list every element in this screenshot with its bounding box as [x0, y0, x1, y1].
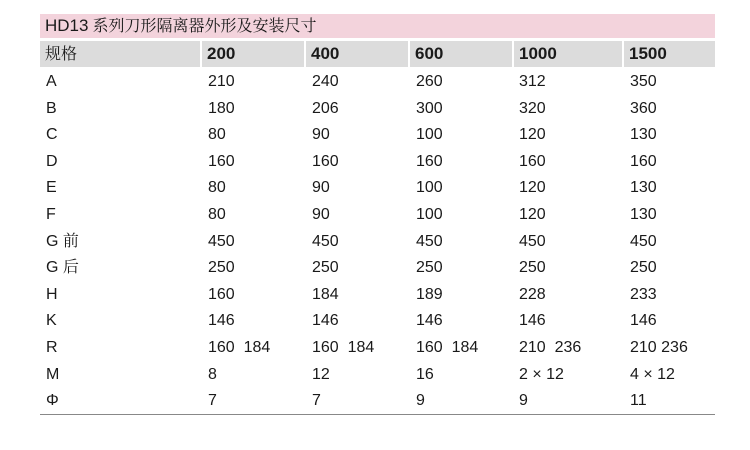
table-cell: 100 — [416, 205, 443, 223]
table-title — [45, 14, 316, 38]
table-cell: 11 — [630, 392, 647, 410]
table-cell: 160 — [208, 285, 235, 303]
row-label: A — [46, 73, 57, 90]
table-cell: 146 — [630, 312, 657, 330]
table-cell: 100 — [416, 126, 443, 144]
table-cell: 146 — [208, 312, 235, 330]
table-cell: 360 — [630, 99, 657, 117]
table-row — [40, 122, 715, 149]
row-label: F — [46, 205, 56, 223]
row-label: D — [46, 152, 58, 170]
table-row — [40, 362, 715, 389]
table-cell: 160 — [208, 152, 235, 170]
row-label: E — [46, 179, 57, 197]
table-cell: 120 — [519, 179, 546, 197]
table-cell: 9 — [416, 392, 425, 410]
table-cell: 300 — [416, 99, 443, 117]
table-cell: 210 236 — [519, 338, 582, 356]
table-row — [40, 202, 715, 229]
table-cell: 120 — [519, 205, 546, 223]
table-cell: 90 — [312, 126, 330, 144]
table-cell: 320 — [519, 99, 546, 117]
table-cell: 210 236 — [630, 338, 688, 356]
table-cell: 184 — [312, 285, 339, 303]
table-cell: 450 — [519, 232, 546, 250]
table-cell: 180 — [208, 99, 235, 117]
table-cell: 4 × 12 — [630, 365, 675, 383]
table-cell: 160 — [519, 152, 546, 170]
row-label: C — [46, 126, 58, 144]
table-cell: 7 — [208, 392, 217, 410]
table-cell: 206 — [312, 99, 339, 117]
table-cell: 189 — [416, 285, 443, 303]
table-row — [40, 388, 715, 415]
table-bottom-rule — [40, 414, 715, 415]
table-cell: 100 — [416, 179, 443, 197]
table-cell: 250 — [416, 259, 443, 277]
header-label: 规格 — [40, 41, 200, 67]
header-col-1500: 1500 — [624, 41, 715, 67]
row-label: H — [46, 285, 58, 303]
table-cell: 210 — [208, 73, 235, 90]
header-col-200: 200 — [202, 41, 304, 67]
row-label: G 后 — [46, 259, 79, 277]
table-cell: 250 — [312, 259, 339, 277]
table-cell: 130 — [630, 126, 657, 144]
table-cell: 450 — [630, 232, 657, 250]
table-cell: 90 — [312, 205, 330, 223]
table-cell: 80 — [208, 205, 226, 223]
table-cell: 260 — [416, 73, 443, 90]
table-cell: 130 — [630, 205, 657, 223]
header-col-1000: 1000 — [514, 41, 622, 67]
header-col-600: 600 — [410, 41, 512, 67]
title-model: HD13 — [45, 16, 89, 35]
table-cell: 250 — [630, 259, 657, 277]
table-cell: 2 × 12 — [519, 365, 564, 383]
table-cell: 450 — [312, 232, 339, 250]
header-col-400: 400 — [306, 41, 408, 67]
table-row — [40, 229, 715, 256]
row-label: M — [46, 365, 60, 383]
table-cell: 350 — [630, 73, 657, 90]
table-cell: 160 — [416, 152, 443, 170]
table-cell: 146 — [312, 312, 339, 330]
table-cell: 160 184 — [312, 338, 375, 356]
table-cell: 228 — [519, 285, 546, 303]
table-cell: 146 — [519, 312, 546, 330]
title-text: 系列刀形隔离器外形及安装尺寸 — [92, 16, 317, 35]
row-label: R — [46, 338, 58, 356]
table-row — [40, 149, 715, 176]
table-cell: 9 — [519, 392, 528, 410]
row-label: B — [46, 99, 57, 117]
row-label: G 前 — [46, 232, 79, 250]
table-cell: 160 — [630, 152, 657, 170]
table-header — [40, 41, 715, 67]
table-cell: 130 — [630, 179, 657, 197]
table-cell: 7 — [312, 392, 321, 410]
table-row — [40, 96, 715, 123]
table-cell: 240 — [312, 73, 339, 90]
table-cell: 12 — [312, 365, 330, 383]
table-cell: 250 — [519, 259, 546, 277]
table-cell: 16 — [416, 365, 434, 383]
row-label: K — [46, 312, 57, 330]
table-row — [40, 335, 715, 362]
table-cell: 450 — [208, 232, 235, 250]
table-cell: 80 — [208, 126, 226, 144]
table-cell: 160 — [312, 152, 339, 170]
table-cell: 160 184 — [208, 338, 271, 356]
table-cell: 80 — [208, 179, 226, 197]
table-cell: 233 — [630, 285, 657, 303]
table-cell: 120 — [519, 126, 546, 144]
table-cell: 146 — [416, 312, 443, 330]
table-row — [40, 175, 715, 202]
table-body — [40, 69, 715, 415]
table-cell: 450 — [416, 232, 443, 250]
table-cell: 8 — [208, 365, 217, 383]
table-row — [40, 255, 715, 282]
table-cell: 312 — [519, 73, 546, 90]
table-cell: 250 — [208, 259, 235, 277]
table-row — [40, 282, 715, 309]
table-row — [40, 69, 715, 96]
row-label: Φ — [46, 392, 59, 410]
table-cell: 160 184 — [416, 338, 479, 356]
table-row — [40, 308, 715, 335]
table-cell: 90 — [312, 179, 330, 197]
